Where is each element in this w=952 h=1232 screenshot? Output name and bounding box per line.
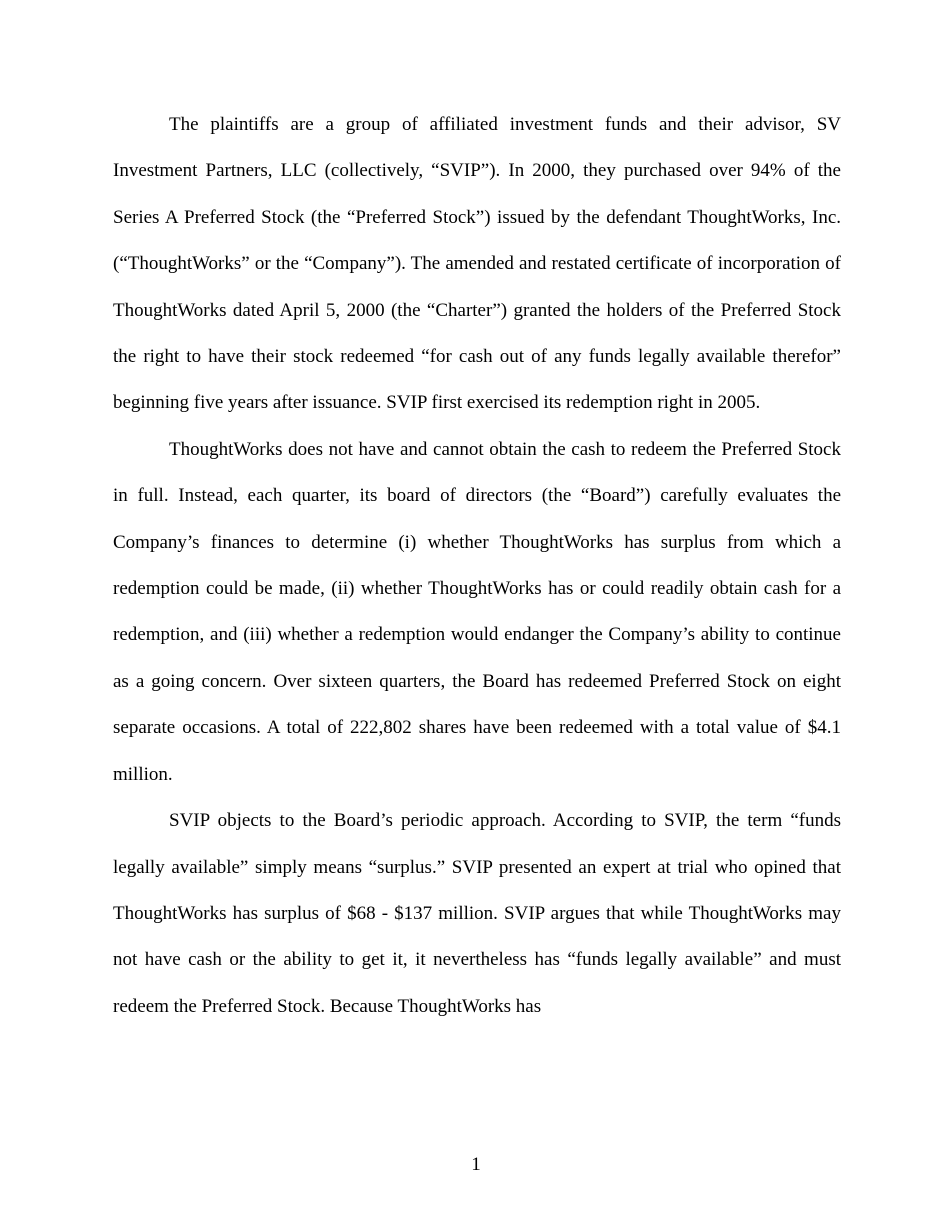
paragraph-thoughtworks-redemption: ThoughtWorks does not have and cannot obtain the cash to redeem the Preferred Stock in full. Instead, each quarter, its board of directors (the “Board”) carefully evaluates the Company’s finances to determine (i) whether ThoughtWorks has surplus from which a redemption could be made, (ii) whether ThoughtWorks has or could readily obtain cash for a redemption, and (iii) whether a redemption would endanger the Company’s ability to continue as a going concern. Over sixteen quarters, the Board has redeemed Preferred Stock on eight separate occasions. A total of 222,802 shares have been redeemed with a total value of $4.1 million. — [113, 438, 841, 785]
paragraph-svip-objection: SVIP objects to the Board’s periodic approach. According to SVIP, the term “funds legally available” simply means “surplus.” SVIP presented an expert at trial who opined that ThoughtWorks has surplus of $68 - $137 million. SVIP argues that while ThoughtWorks may not have cash or the ability to get it, it nevertheless has “funds legally available” and must redeem the Preferred Stock. Because ThoughtWorks has — [113, 810, 841, 1017]
page-number: 1 — [471, 1154, 481, 1175]
document-body — [113, 102, 841, 1030]
paragraph-plaintiffs: The plaintiffs are a group of affiliated investment funds and their advisor, SV Investment Partners, LLC (collectively, “SVIP”). In 2000, they purchased over 94% of the Series A Preferred Stock (the “Preferred Stock”) issued by the defendant ThoughtWorks, Inc. (“ThoughtWorks” or the “Company”). The amended and restated certificate of incorporation of ThoughtWorks dated April 5, 2000 (the “Charter”) granted the holders of the Preferred Stock the right to have their stock redeemed “for cash out of any funds legally available therefor” beginning five years after issuance. SVIP first exercised its redemption right in 2005. — [113, 114, 841, 414]
